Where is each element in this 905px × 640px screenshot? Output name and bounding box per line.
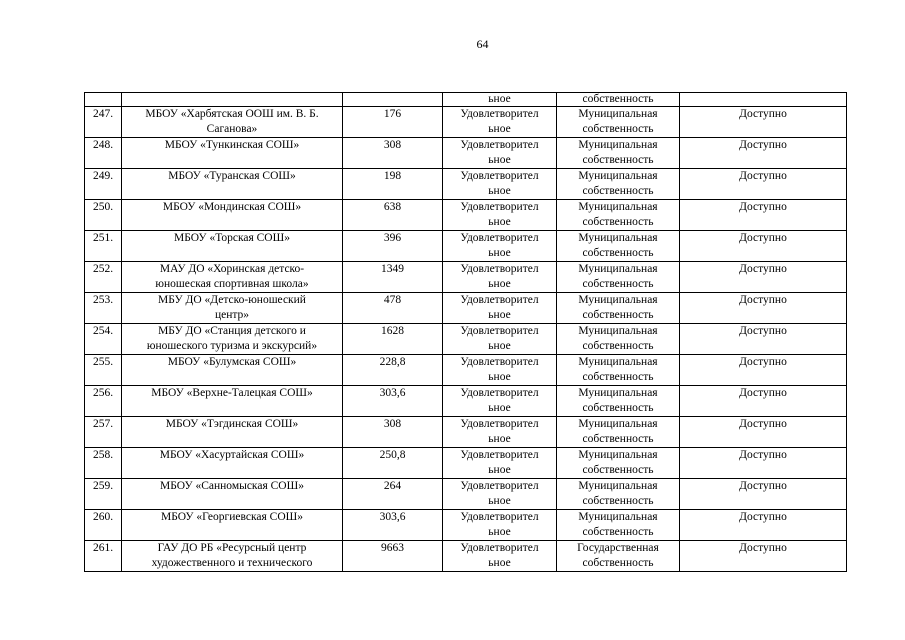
cell-area: 638 (343, 200, 443, 231)
cell-line: Муниципальная (578, 387, 658, 399)
table-row (85, 262, 847, 293)
cell-name (122, 355, 343, 386)
cell-line: собственность (582, 495, 654, 507)
cell-ownership (557, 417, 680, 448)
cell-line: Удовлетворител (460, 356, 539, 368)
cell-ownership (557, 293, 680, 324)
cell-access: Доступно (680, 262, 847, 293)
cell-line: собственность (582, 371, 654, 383)
cell-line: Муниципальная (578, 356, 658, 368)
cell-access: Доступно (680, 293, 847, 324)
cell-access: Доступно (680, 138, 847, 169)
facilities-table (84, 92, 847, 572)
cell-area: 478 (343, 293, 443, 324)
cell-num: 254. (85, 324, 122, 355)
cell-ownership (557, 200, 680, 231)
cell-num: 261. (85, 541, 122, 572)
cell-line: МБОУ «Туранская СОШ» (168, 170, 296, 182)
cell-name (122, 448, 343, 479)
cell-ownership (557, 541, 680, 572)
cell-line: ГАУ ДО РБ «Ресурсный центр (157, 542, 307, 554)
cell-line: собственность (582, 185, 654, 197)
cell-status (443, 200, 557, 231)
cell-status (443, 417, 557, 448)
cell-ownership (557, 262, 680, 293)
cell-line: ьное (488, 495, 511, 507)
cell-status (443, 138, 557, 169)
cell-ownership (557, 138, 680, 169)
cell-access: Доступно (680, 417, 847, 448)
cell-line: ьное (488, 464, 511, 476)
cell-line: Муниципальная (578, 418, 658, 430)
cell-access: Доступно (680, 479, 847, 510)
cell-line: собственность (582, 402, 654, 414)
cell-line: ьное (488, 247, 511, 259)
cell-area: 303,6 (343, 386, 443, 417)
cell-line: Муниципальная (578, 449, 658, 461)
cell-line: Удовлетворител (460, 108, 539, 120)
cell-line: Муниципальная (578, 108, 658, 120)
cell-line: МБОУ «Мондинская СОШ» (162, 201, 302, 213)
cell-num: 251. (85, 231, 122, 262)
cell-line: Удовлетворител (460, 387, 539, 399)
cell-line: юношеская спортивная школа» (155, 278, 309, 290)
cell-line: МБОУ «Санномыская СОШ» (160, 480, 304, 492)
cell-line: Муниципальная (578, 480, 658, 492)
cell-access: Доступно (680, 355, 847, 386)
cell-line: Муниципальная (578, 170, 658, 182)
cell-status (443, 169, 557, 200)
cell-num: 247. (85, 107, 122, 138)
table-row (85, 417, 847, 448)
cell-line: МБОУ «Тункинская СОШ» (164, 139, 300, 151)
cell-line: МБОУ «Хасуртайская СОШ» (159, 449, 305, 461)
cell-line: Удовлетворител (460, 449, 539, 461)
cell-line: Удовлетворител (460, 232, 539, 244)
cell-name (122, 169, 343, 200)
cell-access: Доступно (680, 231, 847, 262)
cell-status (443, 510, 557, 541)
cell-num: 259. (85, 479, 122, 510)
table-row (85, 138, 847, 169)
cell-line: Муниципальная (578, 325, 658, 337)
table-row (85, 200, 847, 231)
cell-access (680, 93, 847, 107)
cell-ownership (557, 386, 680, 417)
cell-line: ьное (488, 557, 511, 569)
cell-line: собственность (582, 154, 654, 166)
cell-line: собственность (582, 464, 654, 476)
table-row (85, 355, 847, 386)
cell-ownership (557, 324, 680, 355)
cell-num: 260. (85, 510, 122, 541)
cell-name (122, 138, 343, 169)
cell-num: 248. (85, 138, 122, 169)
cell-ownership (557, 448, 680, 479)
cell-name (122, 262, 343, 293)
cell-line: Удовлетворител (460, 325, 539, 337)
cell-status (443, 355, 557, 386)
cell-name (122, 386, 343, 417)
cell-line: Муниципальная (578, 201, 658, 213)
table-row (85, 169, 847, 200)
page-number: 64 (476, 37, 489, 51)
table-row (85, 293, 847, 324)
cell-access: Доступно (680, 510, 847, 541)
cell-line: юношеского туризма и экскурсий» (146, 340, 318, 352)
cell-ownership: собственность (557, 93, 680, 107)
cell-line: ьное (488, 526, 511, 538)
cell-line: собственность (582, 340, 654, 352)
cell-status (443, 479, 557, 510)
cell-ownership (557, 355, 680, 386)
cell-line: Удовлетворител (460, 418, 539, 430)
cell-area (343, 93, 443, 107)
cell-area: 396 (343, 231, 443, 262)
cell-line: Удовлетворител (460, 480, 539, 492)
cell-access: Доступно (680, 107, 847, 138)
cell-line: Муниципальная (578, 263, 658, 275)
cell-name (122, 231, 343, 262)
cell-line: МБОУ «Георгиевская СОШ» (160, 511, 303, 523)
cell-ownership (557, 169, 680, 200)
cell-area: 308 (343, 138, 443, 169)
cell-line: ьное (488, 123, 511, 135)
cell-line: Удовлетворител (460, 263, 539, 275)
cell-ownership (557, 510, 680, 541)
table-row (85, 324, 847, 355)
cell-ownership (557, 107, 680, 138)
cell-access: Доступно (680, 200, 847, 231)
cell-area: 250,8 (343, 448, 443, 479)
cell-line: ьное (488, 371, 511, 383)
cell-line: МБОУ «Харбятская ООШ им. В. Б. (145, 108, 319, 120)
cell-area: 303,6 (343, 510, 443, 541)
cell-num: 253. (85, 293, 122, 324)
cell-line: МБОУ «Булумская СОШ» (167, 356, 297, 368)
cell-status (443, 231, 557, 262)
table-body (85, 93, 847, 572)
cell-area: 198 (343, 169, 443, 200)
table-row (85, 479, 847, 510)
cell-line: Удовлетворител (460, 294, 539, 306)
cell-status (443, 262, 557, 293)
cell-area: 264 (343, 479, 443, 510)
cell-line: Удовлетворител (460, 201, 539, 213)
cell-name (122, 479, 343, 510)
cell-line: Удовлетворител (460, 511, 539, 523)
cell-num: 249. (85, 169, 122, 200)
cell-line: Удовлетворител (460, 170, 539, 182)
cell-num: 257. (85, 417, 122, 448)
cell-line: художественного и технического (151, 557, 313, 569)
cell-num: 255. (85, 355, 122, 386)
cell-name (122, 417, 343, 448)
cell-line: МБОУ «Верхне-Талецкая СОШ» (151, 387, 313, 399)
table-row (85, 107, 847, 138)
cell-line: Муниципальная (578, 139, 658, 151)
cell-line: собственность (582, 247, 654, 259)
table-row (85, 386, 847, 417)
cell-num: 250. (85, 200, 122, 231)
cell-num: 256. (85, 386, 122, 417)
cell-access: Доступно (680, 541, 847, 572)
cell-line: собственность (582, 526, 654, 538)
cell-line: МБУ ДО «Детско-юношеский (158, 294, 306, 306)
cell-area: 1349 (343, 262, 443, 293)
cell-line: собственность (582, 123, 654, 135)
cell-name (122, 107, 343, 138)
cell-line: Удовлетворител (460, 542, 539, 554)
table-row (85, 510, 847, 541)
cell-name (122, 293, 343, 324)
cell-line: Саганова» (206, 123, 258, 135)
cell-access: Доступно (680, 448, 847, 479)
cell-status (443, 107, 557, 138)
cell-access: Доступно (680, 169, 847, 200)
cell-line: ьное (488, 185, 511, 197)
cell-area: 308 (343, 417, 443, 448)
cell-line: собственность (582, 278, 654, 290)
cell-line: МБОУ «Торская СОШ» (174, 232, 290, 244)
cell-status (443, 386, 557, 417)
cell-line: собственность (582, 309, 654, 321)
cell-ownership (557, 231, 680, 262)
cell-line: собственность (582, 557, 654, 569)
cell-area: 228,8 (343, 355, 443, 386)
cell-status (443, 448, 557, 479)
cell-access: Доступно (680, 324, 847, 355)
cell-name (122, 541, 343, 572)
cell-area: 9663 (343, 541, 443, 572)
cell-line: собственность (582, 433, 654, 445)
cell-line: центр» (214, 309, 250, 321)
cell-ownership (557, 479, 680, 510)
table-row (85, 231, 847, 262)
cell-line: ьное (488, 433, 511, 445)
cell-access: Доступно (680, 386, 847, 417)
cell-num: 258. (85, 448, 122, 479)
cell-line: собственность (582, 216, 654, 228)
cell-line: ьное (488, 154, 511, 166)
cell-line: Муниципальная (578, 232, 658, 244)
cell-line: МБОУ «Тэгдинская СОШ» (165, 418, 299, 430)
cell-line: Государственная (577, 542, 659, 554)
cell-status: ьное (443, 93, 557, 107)
cell-name (122, 510, 343, 541)
cell-status (443, 293, 557, 324)
cell-line: МБУ ДО «Станция детского и (158, 325, 306, 337)
cell-name (122, 93, 343, 107)
cell-line: МАУ ДО «Хоринская детско- (159, 263, 305, 275)
cell-line: ьное (488, 309, 511, 321)
table-row (85, 541, 847, 572)
cell-area: 176 (343, 107, 443, 138)
cell-line: Удовлетворител (460, 139, 539, 151)
cell-num (85, 93, 122, 107)
cell-area: 1628 (343, 324, 443, 355)
cell-name (122, 200, 343, 231)
cell-status (443, 324, 557, 355)
cell-line: Муниципальная (578, 511, 658, 523)
cell-line: ьное (488, 402, 511, 414)
cell-line: ьное (488, 340, 511, 352)
table-row (85, 448, 847, 479)
cell-line: ьное (488, 278, 511, 290)
cell-line: ьное (488, 216, 511, 228)
cell-line: Муниципальная (578, 294, 658, 306)
cell-num: 252. (85, 262, 122, 293)
continuation-row (85, 93, 847, 107)
cell-status (443, 541, 557, 572)
cell-name (122, 324, 343, 355)
